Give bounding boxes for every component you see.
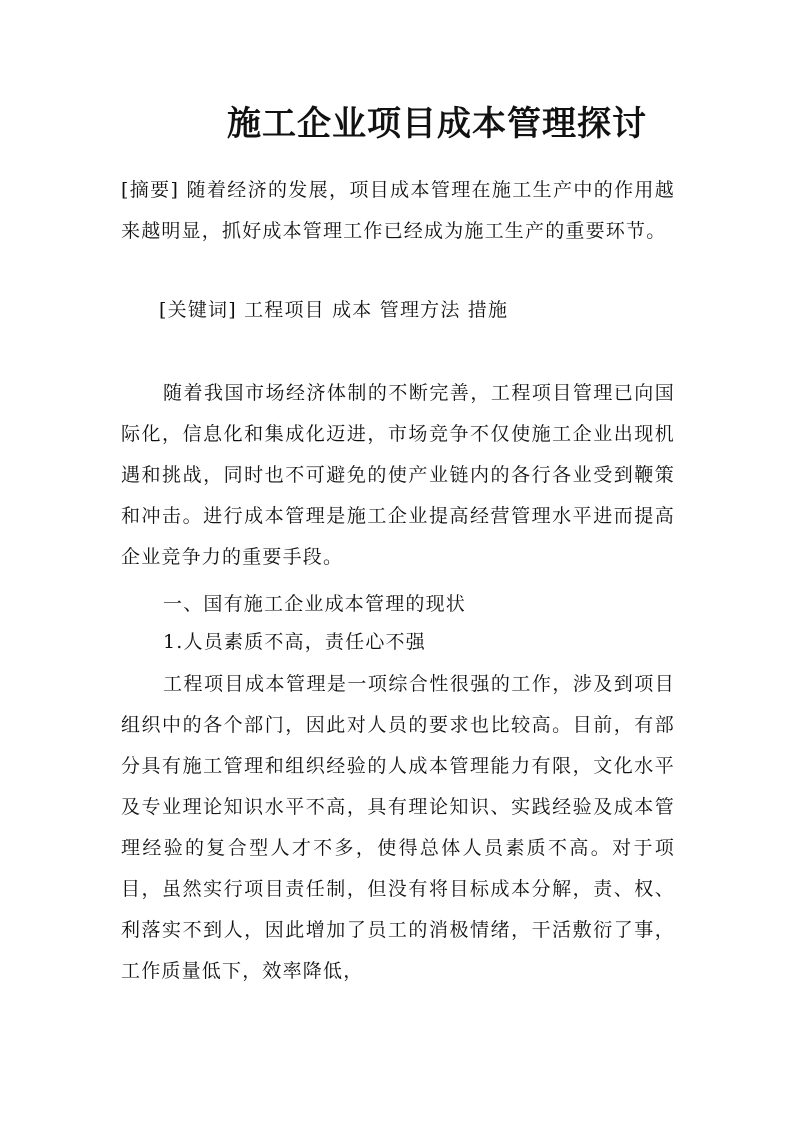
subsection-heading: 1.人员素质不高，责任心不强 (163, 631, 426, 653)
abstract-paragraph: [摘要] 随着经济的发展，项目成本管理在施工生产中的作用越来越明显，抓好成本管理工作已经成为施工生产的重要环节。 (121, 179, 675, 242)
subsection-paragraph: 工程项目成本管理是一项综合性很强的工作，涉及到项目组织中的各个部门，因此对人员的要求也比较高。目前，有部分具有施工管理和组织经验的人成本管理能力有限，文化水平及专业理论知识水平不高，具有理论知识、实践经验及成本管理经验的复合型人才不多，使得总体人员素质不高。对于项目，虽然实行项目责任制，但没有将目标成本分解，责、权、利落实不到人，因此增加了员工的消极情绪，干活敷衍了事，工作质量低下，效率降低， (121, 673, 675, 982)
document-title: 施工企业项目成本管理探讨 (227, 104, 647, 144)
intro-paragraph: 随着我国市场经济体制的不断完善，工程项目管理已向国际化，信息化和集成化迈进，市场竞争不仅使施工企业出现机遇和挑战，同时也不可避免的使产业链内的各行各业受到鞭策和冲击。进行成本管理是施工企业提高经营管理水平进而提高企业竞争力的重要手段。 (121, 382, 675, 568)
section-heading: 一、国有施工企业成本管理的现状 (163, 593, 467, 615)
keywords-line: [关键词] 工程项目 成本 管理方法 措施 (159, 299, 509, 321)
